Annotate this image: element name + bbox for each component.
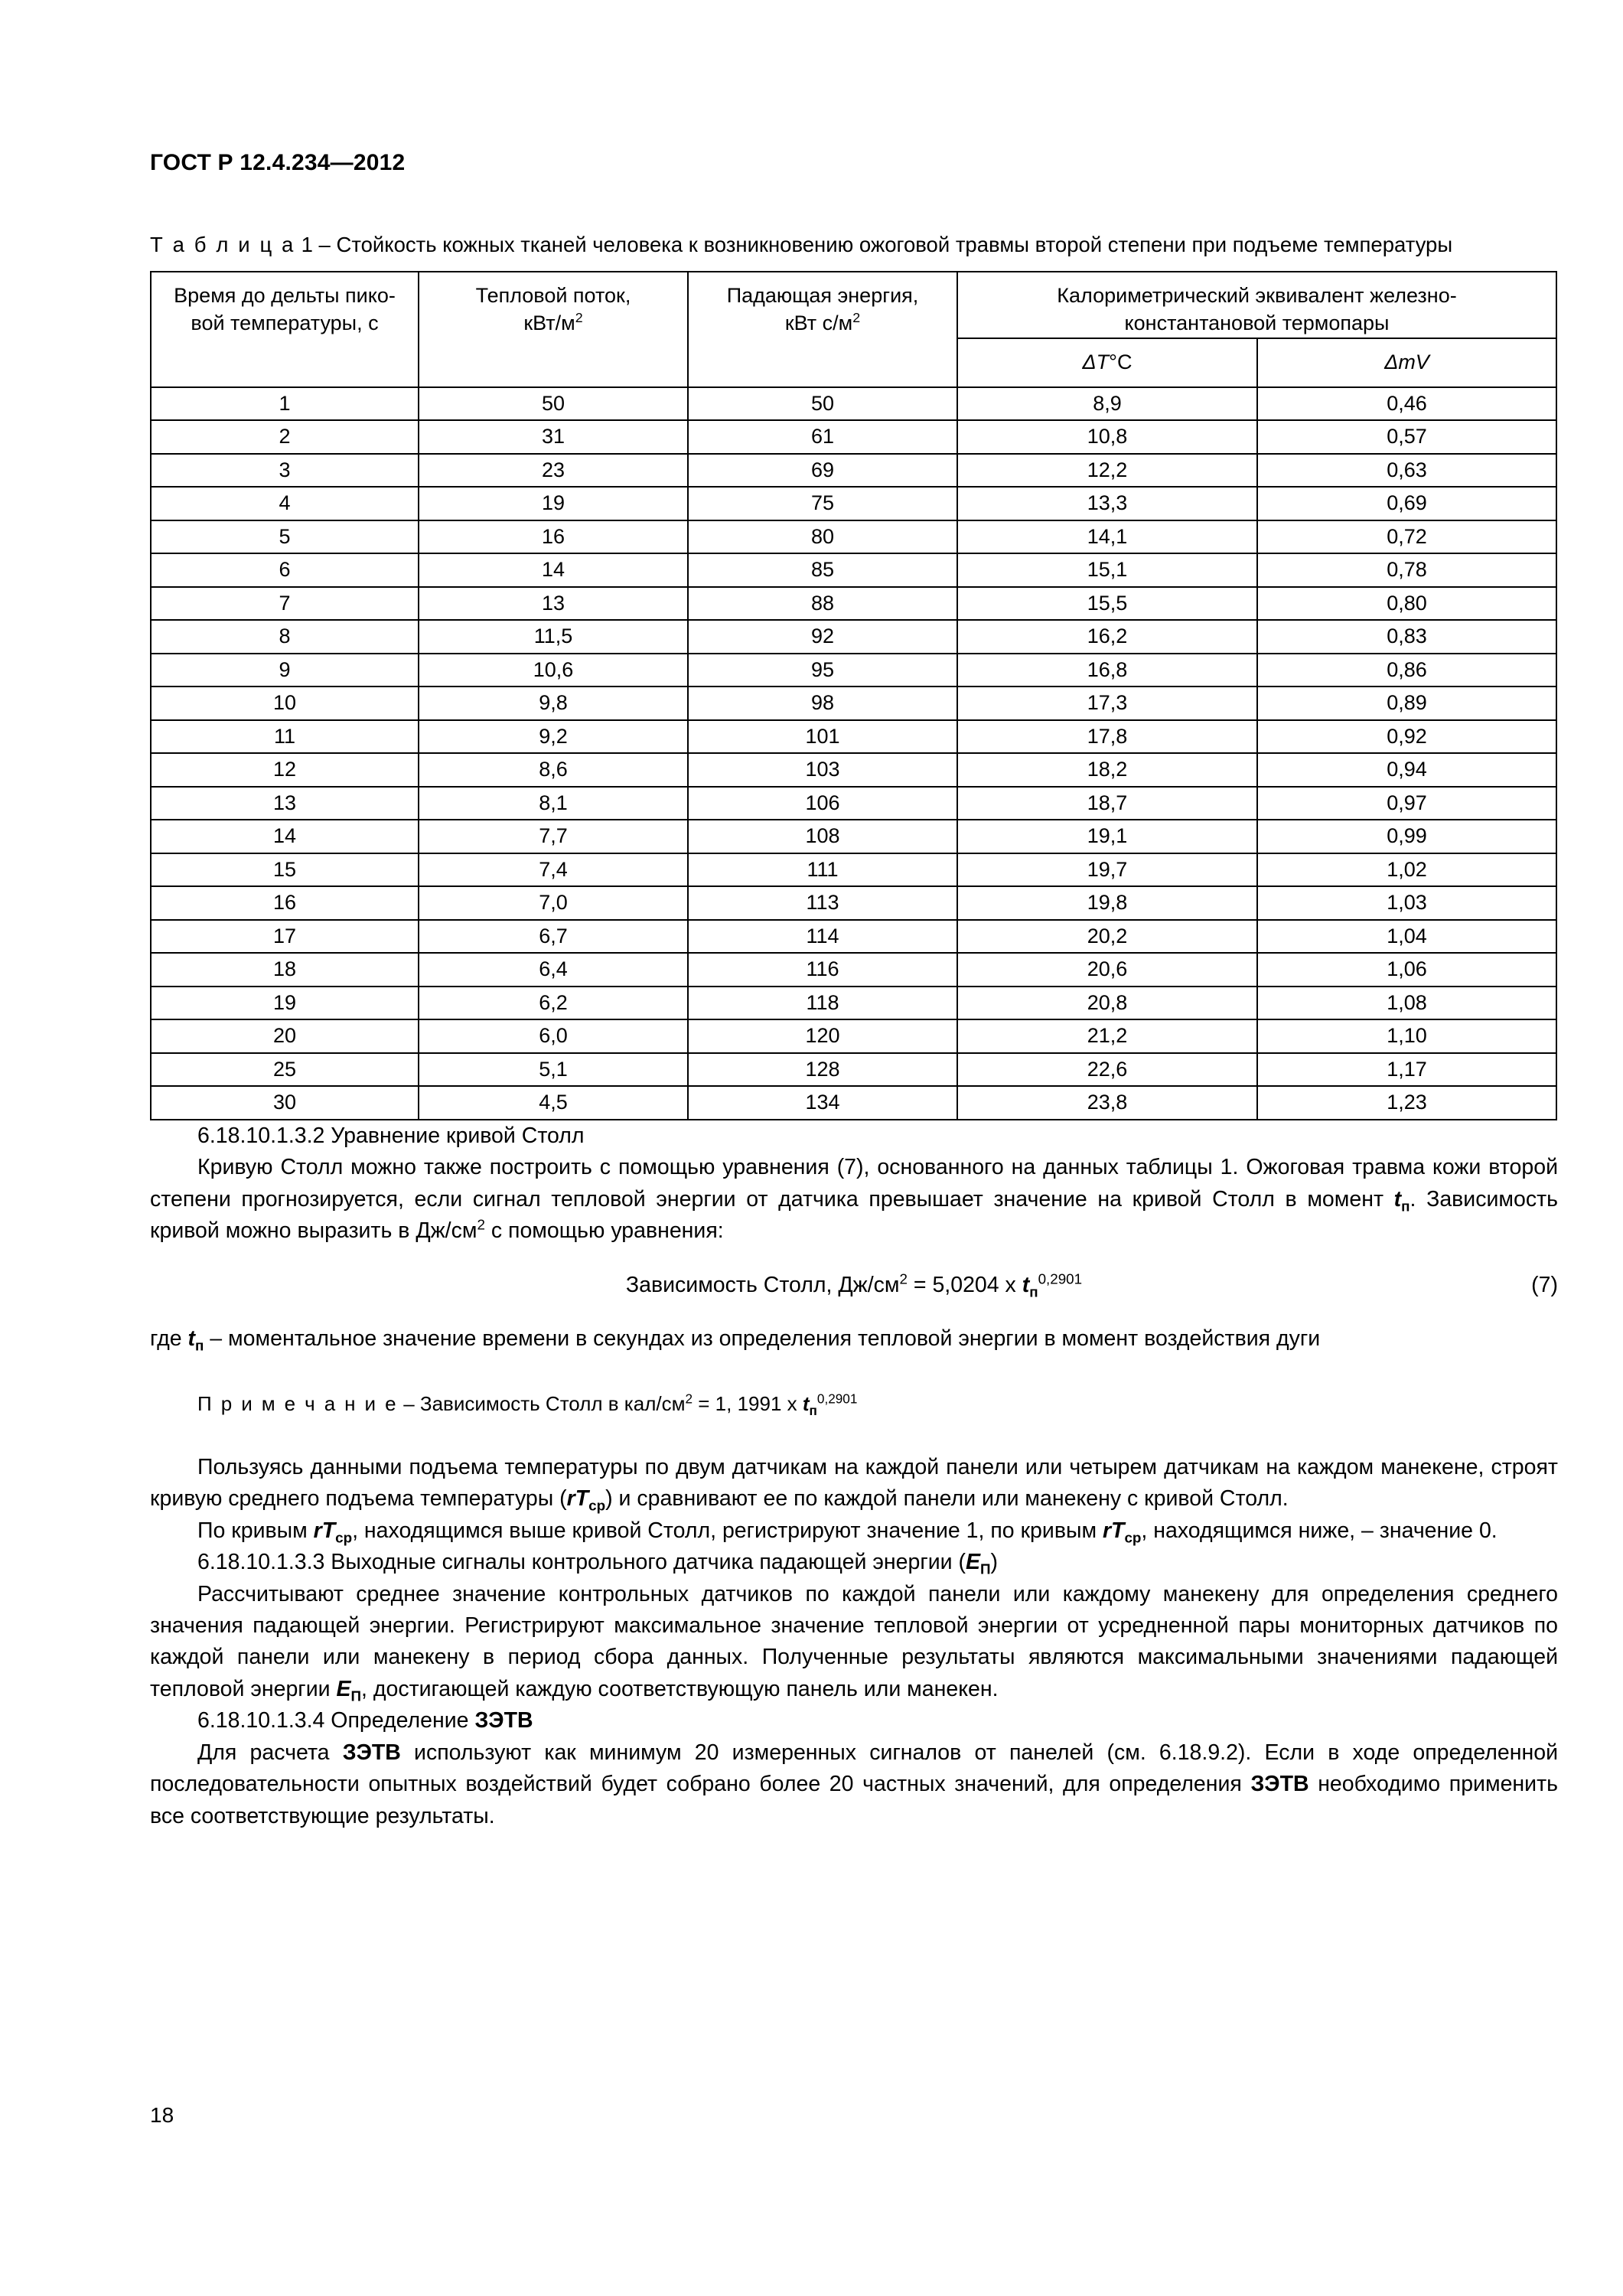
formula-equals-coefficient: = 5,0204 x [907, 1273, 1022, 1298]
cell-heat-flux: 4,5 [419, 1086, 688, 1120]
header-calorimetric-equivalent [957, 272, 1556, 338]
cell-delta-temperature: 22,6 [957, 1053, 1257, 1087]
cell-delta-millivolt: 0,80 [1257, 587, 1556, 621]
cell-heat-flux: 9,2 [419, 720, 688, 754]
note-power-exponent: 0,2901 [816, 1391, 858, 1407]
para3-text-part3: , находящимся ниже, – значение 0. [1141, 1518, 1498, 1543]
cell-incident-energy: 118 [688, 987, 957, 1020]
cell-delta-millivolt: 1,03 [1257, 886, 1556, 920]
cell-incident-energy: 85 [688, 553, 957, 587]
table-row [151, 553, 1556, 587]
note-lead-label: П р и м е ч а н и е [197, 1392, 398, 1416]
header-dt-delta: Δ [1082, 350, 1097, 373]
cell-incident-energy: 98 [688, 687, 957, 720]
cell-incident-energy: 106 [688, 787, 957, 820]
cell-delta-millivolt: 0,89 [1257, 687, 1556, 720]
header-dmv-symbol: mV [1398, 350, 1429, 373]
para1-symbol-t-subscript: п [1401, 1198, 1410, 1215]
para1-text-part3: с помощью уравнения: [484, 1218, 724, 1243]
cell-time-to-peak: 16 [151, 886, 419, 920]
para3-symbol-subscript-second: ср [1124, 1529, 1142, 1546]
header-delta-millivolt [1257, 338, 1556, 387]
cell-time-to-peak: 15 [151, 853, 419, 887]
cell-heat-flux: 6,2 [419, 987, 688, 1020]
page-content [150, 0, 1558, 1832]
table-row [151, 886, 1556, 920]
header-flux-exponent: 2 [575, 310, 583, 326]
cell-heat-flux: 50 [419, 387, 688, 421]
paragraph-curve-scoring [150, 1515, 1558, 1547]
cell-time-to-peak: 2 [151, 420, 419, 454]
para5-text-part1: Для расчета [197, 1740, 343, 1765]
cell-time-to-peak: 14 [151, 820, 419, 853]
page-number: 18 [150, 2103, 174, 2127]
table-caption-text: Стойкость кожных тканей человека к возникновению ожоговой травмы второй степени при подъеме температуры [336, 233, 1453, 256]
cell-heat-flux: 31 [419, 420, 688, 454]
cell-delta-temperature: 19,1 [957, 820, 1257, 853]
cell-heat-flux: 13 [419, 587, 688, 621]
header-flux-line2: кВт/м [523, 311, 575, 335]
cell-incident-energy: 75 [688, 487, 957, 520]
cell-incident-energy: 114 [688, 920, 957, 954]
cell-delta-temperature: 12,2 [957, 454, 1257, 488]
cell-incident-energy: 69 [688, 454, 957, 488]
cell-heat-flux: 11,5 [419, 620, 688, 654]
table-row [151, 687, 1556, 720]
cell-heat-flux: 7,7 [419, 820, 688, 853]
header-dmv-delta: Δ [1384, 350, 1399, 373]
header-time-line2: вой температуры, с [191, 311, 379, 335]
table-caption [150, 230, 1558, 259]
cell-incident-energy: 61 [688, 420, 957, 454]
header-dt-symbol: T [1096, 350, 1110, 373]
table-row [151, 654, 1556, 687]
para1-text-part2: . Зависимость кривой можно выразить в Дж/см [150, 1186, 1558, 1243]
table-row [151, 587, 1556, 621]
cell-delta-temperature: 16,8 [957, 654, 1257, 687]
cell-heat-flux: 19 [419, 487, 688, 520]
cell-delta-temperature: 14,1 [957, 520, 1257, 554]
table-caption-space [295, 233, 301, 256]
cell-time-to-peak: 6 [151, 553, 419, 587]
cell-delta-millivolt: 0,99 [1257, 820, 1556, 853]
heading3-text-part1: 6.18.10.1.3.3 Выходные сигналы контрольного датчика падающей энергии ( [197, 1550, 966, 1575]
table-row [151, 853, 1556, 887]
table-row [151, 720, 1556, 754]
heading4-term-zetv: ЗЭТВ [474, 1708, 533, 1733]
cell-incident-energy: 92 [688, 620, 957, 654]
cell-delta-temperature: 10,8 [957, 420, 1257, 454]
paragraph-stoll-equation-intro [150, 1152, 1558, 1247]
cell-delta-temperature: 13,3 [957, 487, 1257, 520]
cell-delta-millivolt: 1,08 [1257, 987, 1556, 1020]
paragraph-where-definition [150, 1323, 1558, 1355]
cell-delta-millivolt: 1,06 [1257, 953, 1556, 987]
para2-symbol-subscript: ср [588, 1497, 606, 1514]
para1-exponent-2: 2 [477, 1216, 485, 1233]
cell-delta-millivolt: 1,23 [1257, 1086, 1556, 1120]
cell-incident-energy: 120 [688, 1019, 957, 1053]
cell-heat-flux: 7,4 [419, 853, 688, 887]
table-row [151, 953, 1556, 987]
where-symbol-t: t [187, 1326, 196, 1351]
table-row [151, 487, 1556, 520]
formula-symbol-t-subscript: п [1029, 1284, 1038, 1301]
paragraph-average-temperature-rise [150, 1452, 1558, 1515]
cell-delta-millivolt: 0,63 [1257, 454, 1556, 488]
cell-delta-temperature: 20,8 [957, 987, 1257, 1020]
header-energy-line1: Падающая энергия, [726, 284, 919, 308]
table-header-row-main [151, 272, 1556, 338]
cell-heat-flux: 6,4 [419, 953, 688, 987]
cell-delta-temperature: 17,8 [957, 720, 1257, 754]
cell-incident-energy: 88 [688, 587, 957, 621]
cell-time-to-peak: 30 [151, 1086, 419, 1120]
cell-delta-temperature: 20,6 [957, 953, 1257, 987]
header-heat-flux [419, 272, 688, 386]
heading3-symbol-E-subscript: П [980, 1561, 991, 1577]
para2-text-part2: ) и сравнивают ее по каждой панели или манекену с кривой Столл. [605, 1486, 1289, 1512]
para5-text-part3: необходимо применить все соответствующие результаты. [150, 1772, 1558, 1828]
cell-time-to-peak: 17 [151, 920, 419, 954]
cell-incident-energy: 50 [688, 387, 957, 421]
header-incident-energy [688, 272, 957, 386]
note-symbol-t-subscript: п [809, 1403, 817, 1419]
cell-time-to-peak: 1 [151, 387, 419, 421]
cell-delta-millivolt: 0,69 [1257, 487, 1556, 520]
table-row [151, 387, 1556, 421]
cell-heat-flux: 8,1 [419, 787, 688, 820]
cell-delta-temperature: 8,9 [957, 387, 1257, 421]
note-cm-exponent: 2 [685, 1391, 693, 1407]
para3-text-part1: По кривым [197, 1518, 314, 1543]
cell-delta-millivolt: 0,46 [1257, 387, 1556, 421]
cell-heat-flux: 23 [419, 454, 688, 488]
table-caption-dash: – [318, 233, 331, 256]
heading4-text-part1: 6.18.10.1.3.4 Определение [197, 1708, 475, 1733]
cell-delta-temperature: 18,2 [957, 753, 1257, 787]
para5-term-zetv-second: ЗЭТВ [1250, 1772, 1309, 1797]
cell-incident-energy: 111 [688, 853, 957, 887]
table-row [151, 787, 1556, 820]
where-text-part1: где [150, 1326, 188, 1351]
cell-delta-temperature: 19,8 [957, 886, 1257, 920]
table-header [151, 272, 1556, 386]
formula-number: (7) [1531, 1273, 1558, 1298]
table-row [151, 920, 1556, 954]
para4-text-part1: Рассчитывают среднее значение контрольных датчиков по каждой панели или каждому манекену для определения среднего значения падающей энергии. Регистрируют максимальное значение тепловой энергии от усредненной пары мониторных датчиков по каждой панели или манекену в период сбора данных. Полученные результаты являются максимальными значениями падающей тепловой энергии [150, 1581, 1558, 1701]
cell-heat-flux: 14 [419, 553, 688, 587]
cell-heat-flux: 5,1 [419, 1053, 688, 1087]
where-text-part2: – моментальное значение времени в секундах из определения тепловой энергии в момент воздействия дуги [204, 1326, 1321, 1351]
cell-delta-millivolt: 1,04 [1257, 920, 1556, 954]
cell-heat-flux: 9,8 [419, 687, 688, 720]
header-energy-line2: кВт с/м [784, 311, 853, 335]
cell-time-to-peak: 3 [151, 454, 419, 488]
cell-incident-energy: 113 [688, 886, 957, 920]
cell-heat-flux: 10,6 [419, 654, 688, 687]
paragraph-monitor-sensor-average [150, 1579, 1558, 1706]
para3-symbol-subscript-first: ср [335, 1529, 353, 1546]
para1-symbol-t: t [1393, 1186, 1402, 1212]
para2-symbol-r: r [566, 1486, 575, 1512]
cell-heat-flux: 6,7 [419, 920, 688, 954]
heading-6-18-10-1-3-2: 6.18.10.1.3.2 Уравнение кривой Столл [197, 1123, 585, 1148]
cell-delta-temperature: 20,2 [957, 920, 1257, 954]
cell-time-to-peak: 4 [151, 487, 419, 520]
formula-power-exponent: 0,2901 [1038, 1270, 1083, 1287]
cell-time-to-peak: 10 [151, 687, 419, 720]
cell-time-to-peak: 13 [151, 787, 419, 820]
para3-symbol-T-first: T [321, 1518, 336, 1543]
para4-text-part2: , достигающей каждую соответствующую панель или манекен. [361, 1676, 999, 1701]
running-head: ГОСТ Р 12.4.234—2012 [150, 150, 406, 175]
cell-delta-temperature: 23,8 [957, 1086, 1257, 1120]
cell-incident-energy: 103 [688, 753, 957, 787]
table-row [151, 753, 1556, 787]
cell-delta-millivolt: 0,92 [1257, 720, 1556, 754]
cell-incident-energy: 134 [688, 1086, 957, 1120]
note-text-part1: – Зависимость Столл в кал/см [397, 1392, 686, 1416]
cell-delta-millivolt: 1,17 [1257, 1053, 1556, 1087]
para2-text-part1: Пользуясь данными подъема температуры по двум датчикам на каждой панели или четырем датчикам на каждом манекене, строят кривую среднего подъема температуры ( [150, 1454, 1558, 1512]
para1-text-part1: Кривую Столл можно также построить с помощью уравнения (7), основанного на данных таблицы 1. Ожоговая травма кожи второй степени прогнозируется, если сигнал тепловой энергии от датчика превышает значение на кривой Столл в момент [150, 1155, 1558, 1212]
table-row [151, 1053, 1556, 1087]
cell-delta-millivolt: 0,78 [1257, 553, 1556, 587]
stoll-curve-table [150, 271, 1557, 1120]
cell-delta-millivolt: 0,86 [1257, 654, 1556, 687]
cell-time-to-peak: 5 [151, 520, 419, 554]
cell-delta-millivolt: 0,97 [1257, 787, 1556, 820]
table-row [151, 1086, 1556, 1120]
cell-time-to-peak: 18 [151, 953, 419, 987]
cell-delta-temperature: 16,2 [957, 620, 1257, 654]
header-time-to-peak [151, 272, 419, 386]
table-row [151, 820, 1556, 853]
cell-time-to-peak: 25 [151, 1053, 419, 1087]
cell-delta-millivolt: 1,02 [1257, 853, 1556, 887]
cell-incident-energy: 101 [688, 720, 957, 754]
cell-time-to-peak: 8 [151, 620, 419, 654]
header-flux-line1: Тепловой поток, [475, 284, 631, 308]
para2-symbol-T: T [575, 1486, 589, 1512]
heading3-text-part2: ) [990, 1550, 999, 1575]
cell-heat-flux: 6,0 [419, 1019, 688, 1053]
cell-delta-temperature: 19,7 [957, 853, 1257, 887]
formula-7-row [150, 1270, 1558, 1301]
cell-delta-millivolt: 0,57 [1257, 420, 1556, 454]
cell-heat-flux: 8,6 [419, 753, 688, 787]
table-caption-number: 1 [301, 233, 313, 256]
cell-time-to-peak: 20 [151, 1019, 419, 1053]
table-row [151, 987, 1556, 1020]
para3-symbol-T-second: T [1111, 1518, 1125, 1543]
para3-symbol-r-first: r [313, 1518, 322, 1543]
header-delta-temperature [957, 338, 1257, 387]
formula-symbol-t: t [1022, 1273, 1030, 1298]
cell-incident-energy: 108 [688, 820, 957, 853]
table-caption-space2 [313, 233, 319, 256]
table-row [151, 620, 1556, 654]
table-row [151, 454, 1556, 488]
cell-incident-energy: 95 [688, 654, 957, 687]
cell-time-to-peak: 9 [151, 654, 419, 687]
cell-heat-flux: 16 [419, 520, 688, 554]
header-energy-exponent: 2 [852, 310, 861, 326]
para3-symbol-r-second: r [1102, 1518, 1112, 1543]
heading-6-18-10-1-3-4 [150, 1705, 1558, 1737]
cell-delta-temperature: 18,7 [957, 787, 1257, 820]
body-text [150, 1120, 1558, 1833]
header-time-line1: Время до дельты пико- [174, 284, 396, 308]
paragraph-zetv-calculation [150, 1737, 1558, 1832]
cell-time-to-peak: 7 [151, 587, 419, 621]
note-stoll-calories [197, 1390, 1558, 1417]
table-row [151, 520, 1556, 554]
para5-text-part2: используют как минимум 20 измеренных сигналов от панелей (см. 6.18.9.2). Если в ходе определенной последовательности опытных воздействий будет собрано более 20 частных значений, для определения [150, 1740, 1559, 1797]
cell-incident-energy: 116 [688, 953, 957, 987]
header-dt-unit: °C [1109, 350, 1133, 373]
cell-delta-temperature: 17,3 [957, 687, 1257, 720]
cell-delta-millivolt: 0,83 [1257, 620, 1556, 654]
table-body [151, 387, 1556, 1120]
formula-lead-text: Зависимость Столл, Дж/см [625, 1273, 900, 1298]
cell-delta-millivolt: 0,94 [1257, 753, 1556, 787]
header-group-line1: Калориметрический эквивалент железно- [1057, 284, 1457, 308]
para5-term-zetv-first: ЗЭТВ [342, 1740, 401, 1765]
table-row [151, 420, 1556, 454]
cell-heat-flux: 7,0 [419, 886, 688, 920]
table-row [151, 1019, 1556, 1053]
cell-time-to-peak: 19 [151, 987, 419, 1020]
heading3-symbol-E: E [966, 1550, 981, 1575]
cell-time-to-peak: 12 [151, 753, 419, 787]
note-text-part2: = 1, 1991 x [693, 1392, 803, 1416]
where-symbol-t-subscript: п [195, 1337, 204, 1354]
para3-text-part2: , находящимся выше кривой Столл, регистрируют значение 1, по кривым [352, 1518, 1103, 1543]
cell-delta-temperature: 15,5 [957, 587, 1257, 621]
cell-delta-temperature: 21,2 [957, 1019, 1257, 1053]
para4-symbol-E: E [336, 1676, 351, 1701]
cell-incident-energy: 80 [688, 520, 957, 554]
header-group-line2: константановой термопары [1124, 311, 1390, 335]
table-caption-lead: Т а б л и ц а [150, 233, 295, 256]
cell-delta-millivolt: 0,72 [1257, 520, 1556, 554]
formula-cm-exponent: 2 [899, 1270, 908, 1287]
cell-delta-temperature: 15,1 [957, 553, 1257, 587]
heading-6-18-10-1-3-3 [150, 1547, 1558, 1578]
cell-incident-energy: 128 [688, 1053, 957, 1087]
cell-delta-millivolt: 1,10 [1257, 1019, 1556, 1053]
cell-time-to-peak: 11 [151, 720, 419, 754]
note-symbol-t: t [802, 1392, 810, 1416]
para4-symbol-E-subscript: П [350, 1688, 361, 1704]
